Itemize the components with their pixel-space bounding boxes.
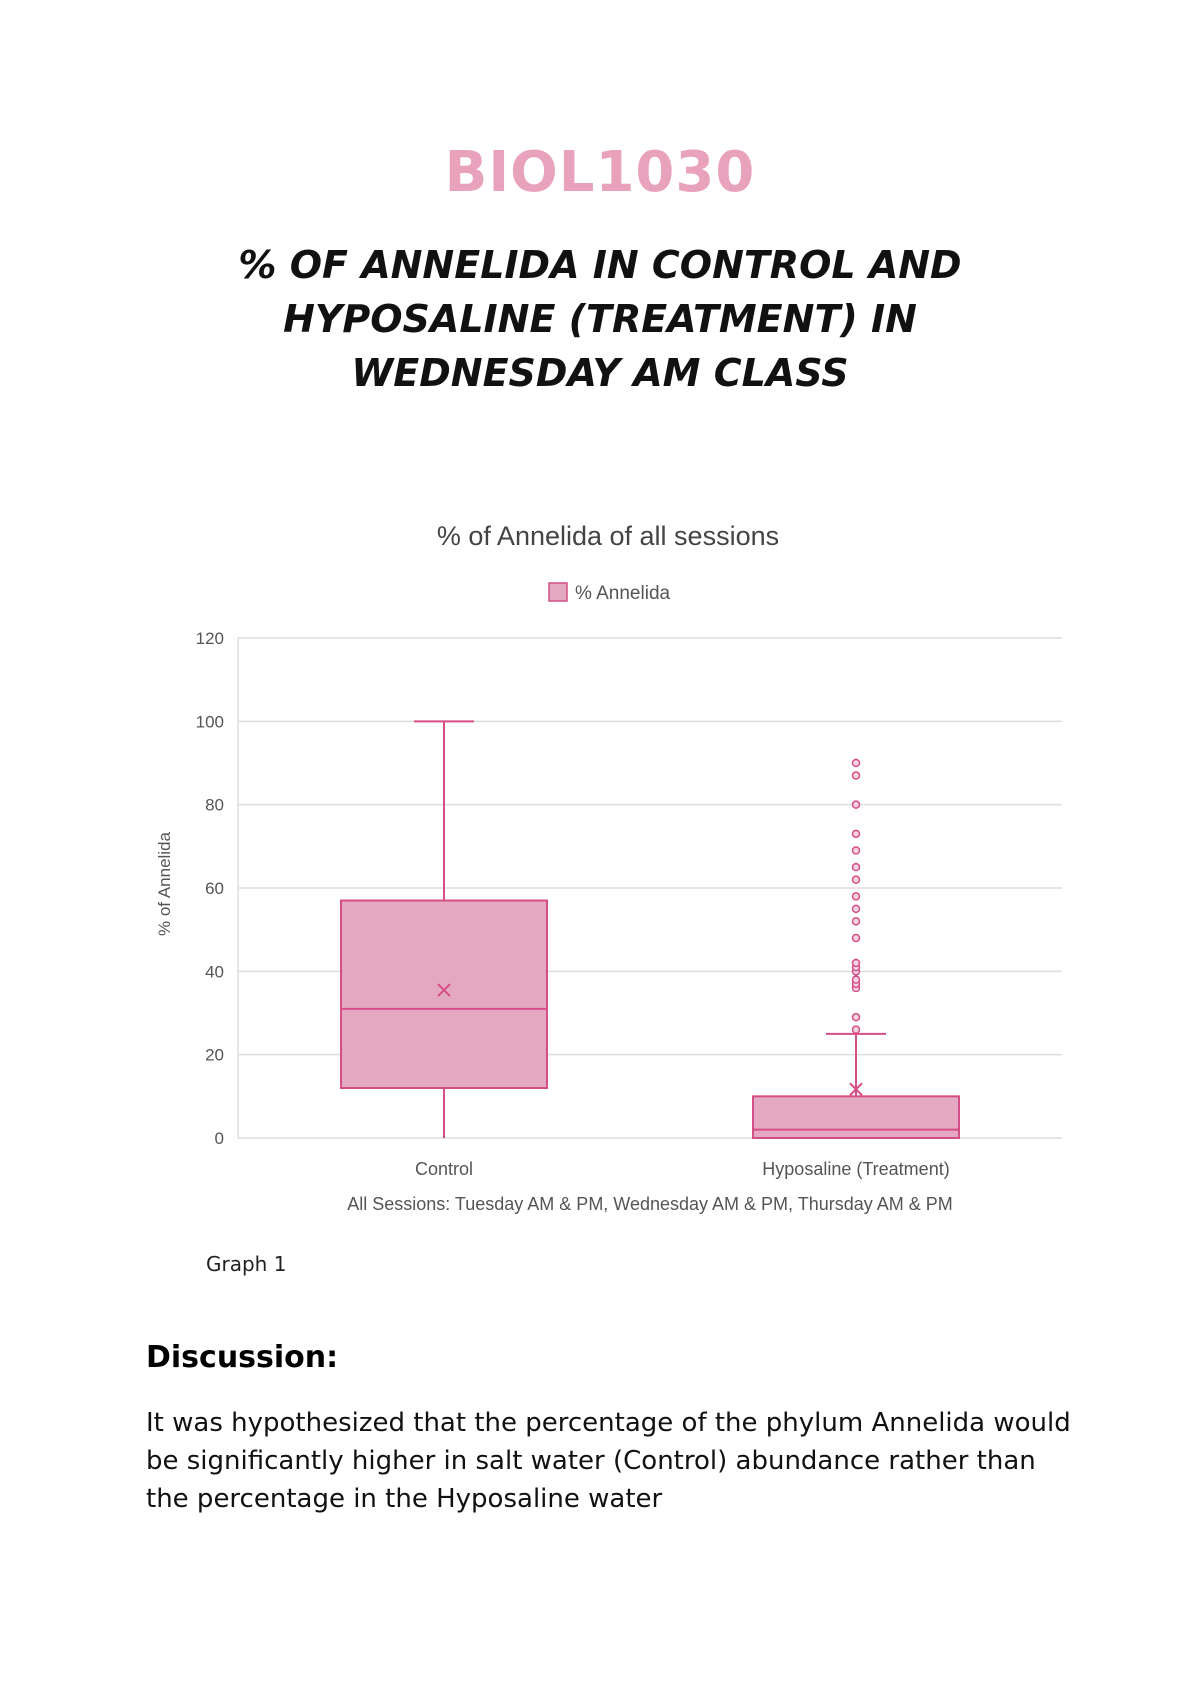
iqr-box: [753, 1096, 959, 1138]
outlier-point: [853, 830, 860, 837]
outlier-point: [853, 1014, 860, 1021]
outlier-point: [853, 935, 860, 942]
iqr-box: [341, 901, 547, 1089]
outlier-point: [853, 976, 860, 983]
outlier-point: [853, 801, 860, 808]
outlier-point: [853, 918, 860, 925]
chart-title: % of Annelida of all sessions: [436, 521, 780, 551]
x-tick-labels: [415, 1159, 950, 1179]
outlier-point: [853, 1026, 860, 1033]
y-tick-label: 120: [195, 629, 224, 648]
box-plot-chart: [0, 500, 1200, 1240]
x-tick-label: Control: [414, 1159, 474, 1179]
course-title: BIOL1030: [444, 140, 756, 205]
box-group: [753, 760, 959, 1139]
x-axis-label: All Sessions: Tuesday AM & PM, Wednesday AM & PM, Thursday AM & PM: [347, 1194, 953, 1214]
outlier-point: [853, 893, 860, 900]
box-series: [341, 721, 959, 1138]
y-axis-label: % of Annelida: [155, 832, 174, 936]
graph-caption: Graph 1: [206, 1252, 287, 1276]
y-tick-label: 100: [195, 712, 224, 732]
discussion-paragraph: It was hypothesized that the percentage of the phylum Annelida would be significantly higher in salt water (Control) abundance rather than the percentage in the Hyposaline water: [146, 1408, 1071, 1514]
outlier-point: [853, 876, 860, 883]
y-tick-label: 80: [205, 795, 224, 815]
outlier-point: [853, 847, 860, 854]
x-tick-label: Hyposaline (Treatment): [762, 1159, 950, 1179]
y-tick-label: 40: [205, 962, 224, 982]
y-tick-labels: [196, 629, 224, 1148]
y-tick-label: 20: [205, 1045, 224, 1065]
outlier-point: [853, 864, 860, 871]
outlier-point: [853, 905, 860, 912]
box-group: [341, 721, 547, 1138]
outlier-point: [853, 960, 860, 967]
discussion-heading: Discussion:: [146, 1340, 339, 1375]
outlier-point: [853, 772, 860, 779]
y-tick-label: 0: [214, 1129, 224, 1148]
document-heading: % OF ANNELIDA IN CONTROL AND HYPOSALINE (TREATMENT) IN WEDNESDAY AM CLASS: [238, 243, 962, 395]
y-tick-label: 60: [205, 879, 224, 898]
legend-label: % Annelida: [575, 583, 671, 604]
outlier-point: [853, 760, 860, 767]
legend-swatch: [549, 583, 567, 601]
